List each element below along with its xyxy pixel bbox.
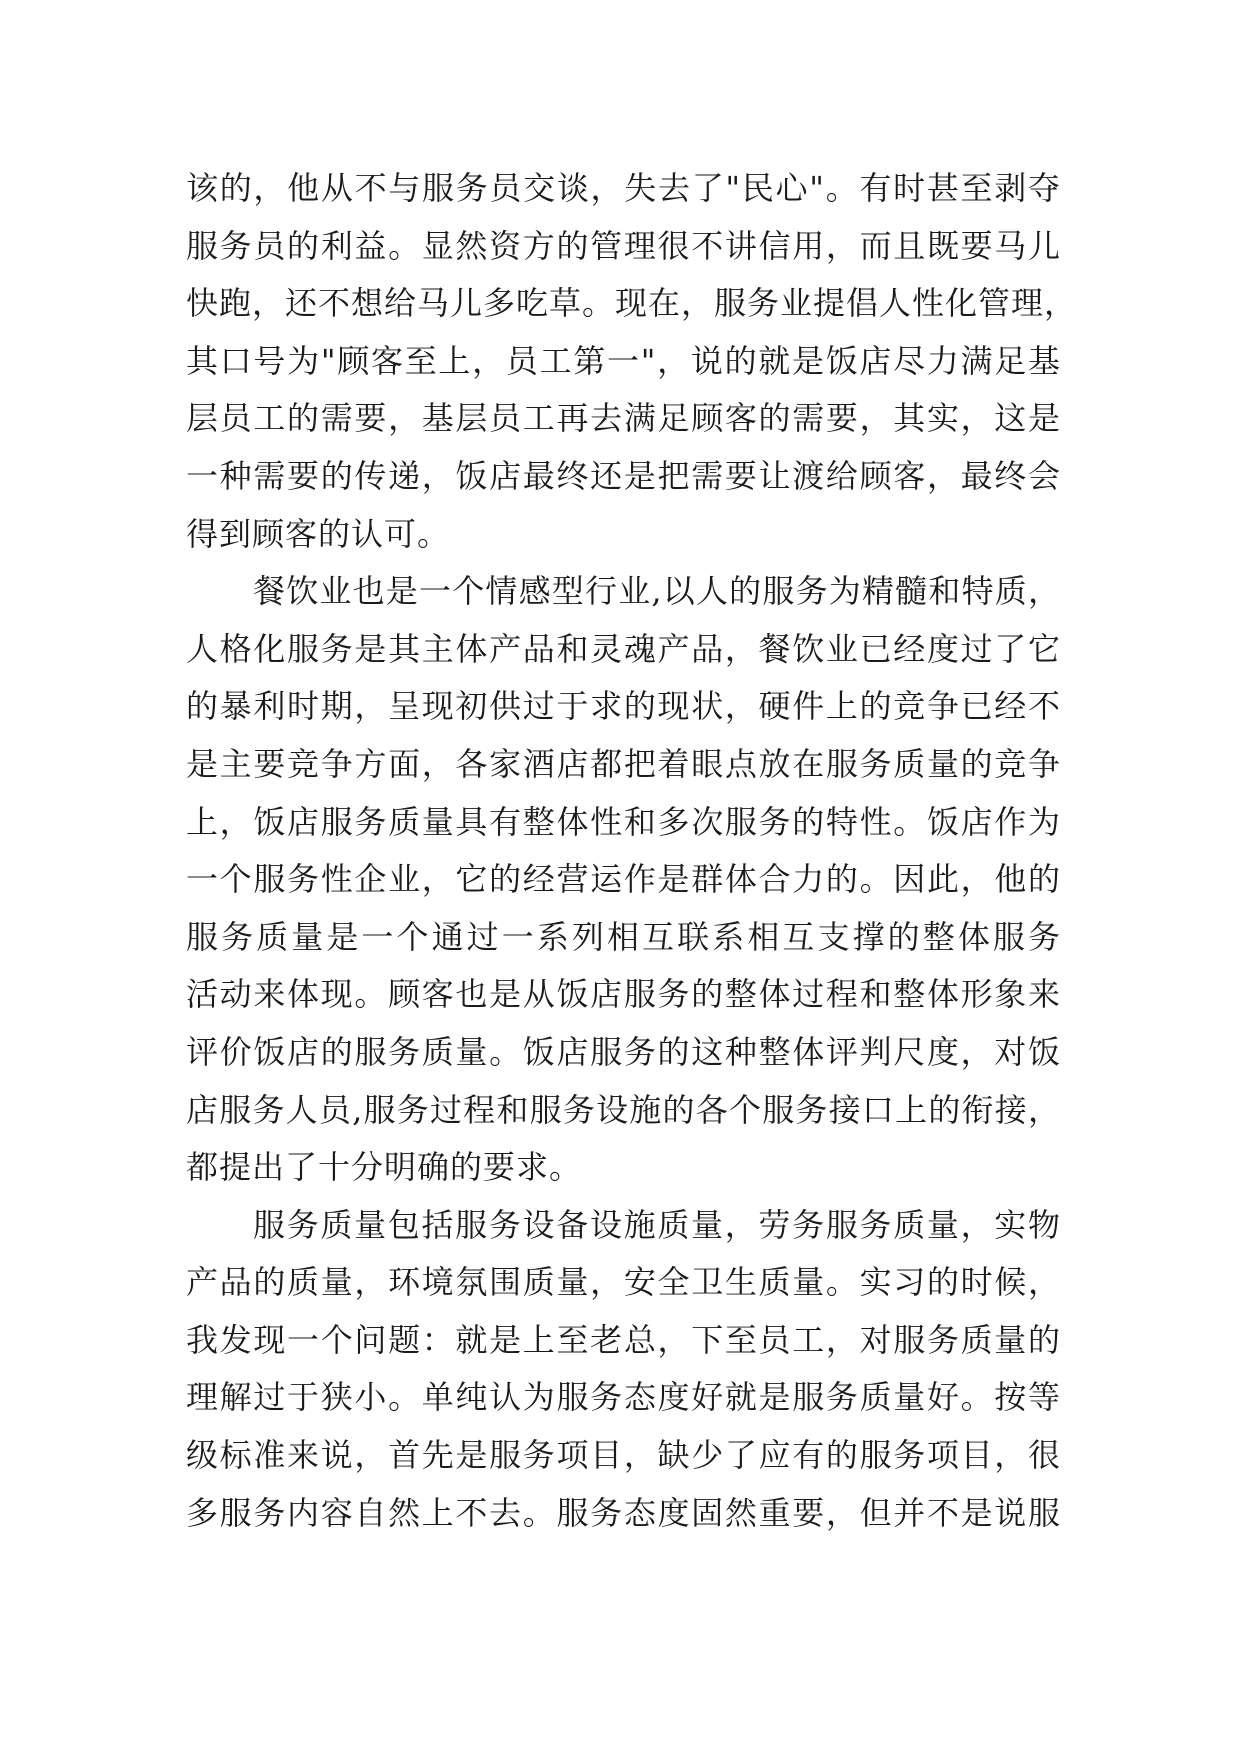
text-line: 快跑，还不想给马儿多吃草。现在，服务业提倡人性化管理，: [186, 284, 1078, 323]
text-line: 理解过于狭小。单纯认为服务态度好就是服务质量好。按等: [186, 1378, 1061, 1417]
text-line: 得到顾客的认可。: [186, 514, 451, 553]
text-line: 都提出了十分明确的要求。: [186, 1148, 583, 1187]
text-line: 上，饭店服务质量具有整体性和多次服务的特性。饭店作为: [186, 802, 1061, 841]
text-line: 一个服务性企业，它的经营运作是群体合力的。因此，他的: [186, 860, 1061, 899]
text-line: 的暴利时期，呈现初供过于求的现状，硬件上的竞争已经不: [186, 687, 1061, 726]
text-line: 服务员的利益。显然资方的管理很不讲信用，而且既要马儿: [186, 226, 1061, 265]
text-line: 其口号为"顾客至上，员工第一"，说的就是饭店尽力满足基: [186, 341, 1061, 380]
text-line: 层员工的需要，基层员工再去满足顾客的需要，其实，这是: [186, 399, 1061, 438]
text-line: 级标准来说，首先是服务项目，缺少了应有的服务项目，很: [186, 1436, 1061, 1475]
text-line: 服务质量是一个通过一系列相互联系相互支撑的整体服务: [186, 917, 1061, 956]
text-line: 活动来体现。顾客也是从饭店服务的整体过程和整体形象来: [186, 975, 1061, 1014]
text-line: 店服务人员,服务过程和服务设施的各个服务接口上的衔接，: [186, 1090, 1061, 1129]
text-line: 多服务内容自然上不去。服务态度固然重要，但并不是说服: [186, 1493, 1061, 1532]
paragraph-1: [186, 160, 1078, 563]
text-line: 评价饭店的服务质量。饭店服务的这种整体评判尺度，对饭: [186, 1032, 1061, 1071]
text-line: 一种需要的传递，饭店最终还是把需要让渡给顾客，最终会: [186, 456, 1061, 495]
text-line: 我发现一个问题：就是上至老总，下至员工，对服务质量的: [186, 1320, 1061, 1359]
paragraph-3: [186, 1197, 1061, 1543]
text-line: 产品的质量，环境氛围质量，安全卫生质量。实习的时候，: [186, 1263, 1061, 1302]
text-line: 服务质量包括服务设备设施质量，劳务服务质量，实物: [253, 1205, 1061, 1244]
text-line: 是主要竞争方面，各家酒店都把着眼点放在服务质量的竞争: [186, 744, 1061, 783]
text-line: 餐饮业也是一个情感型行业,以人的服务为精髓和特质，: [253, 572, 1061, 611]
text-line: 人格化服务是其主体产品和灵魂产品，餐饮业已经度过了它: [186, 629, 1061, 668]
paragraph-2: [186, 563, 1061, 1197]
body-text: [186, 160, 1078, 1542]
text-line: 该的，他从不与服务员交谈，失去了"民心"。有时甚至剥夺: [186, 169, 1061, 207]
